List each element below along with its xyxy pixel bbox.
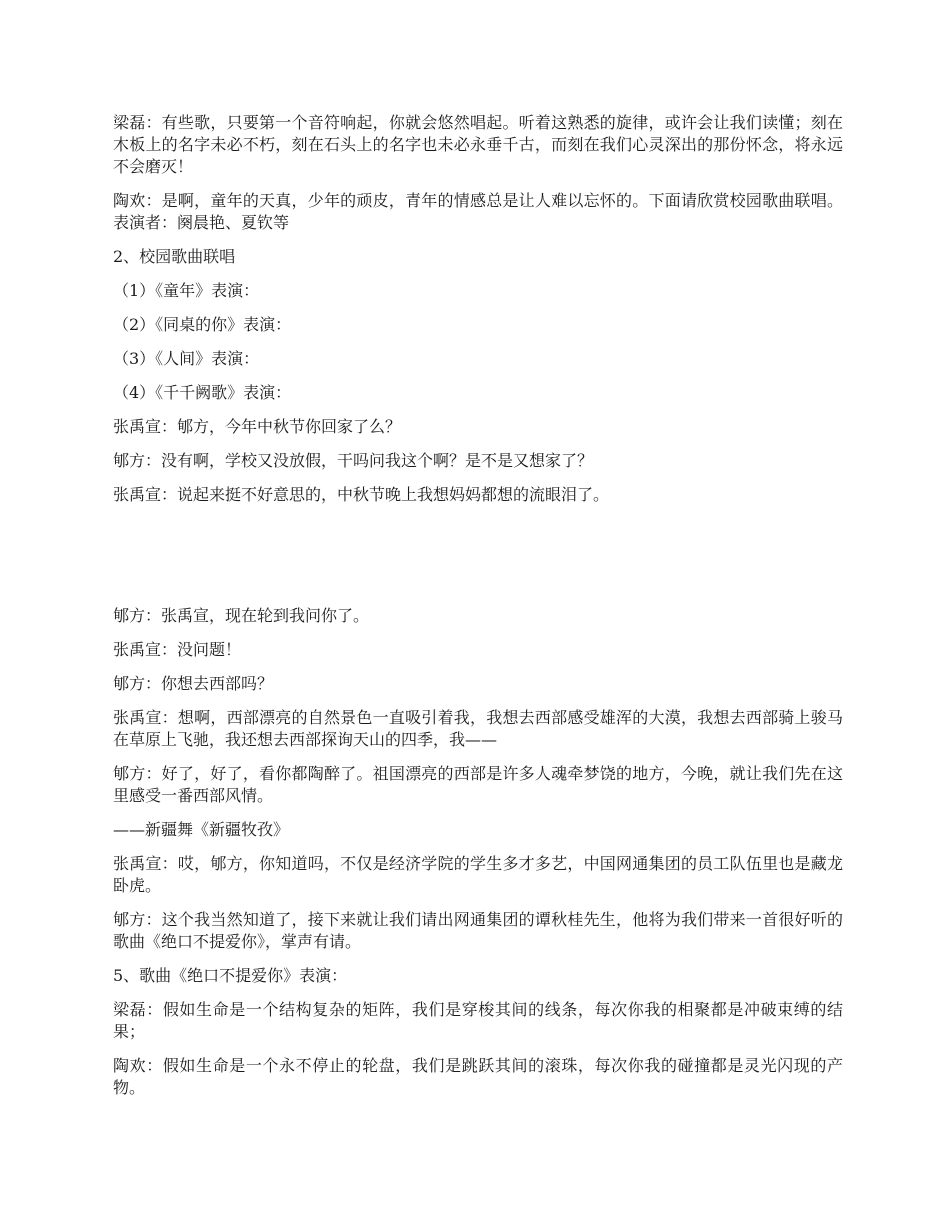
section-heading: 5、歌曲《绝口不提爱你》表演：: [113, 966, 348, 985]
paragraph: 张禹宣：没问题！: [113, 640, 242, 659]
paragraph: 张禹宣：哎，郇方，你知道吗，不仅是经济学院的学生多才多艺，中国网通集团的员工队伍里也是藏龙卧虎。: [113, 854, 843, 895]
text-block-top: [113, 112, 843, 518]
paragraph: 张禹宣：郇方，今年中秋节你回家了么？: [113, 417, 402, 436]
paragraph: 陶欢：假如生命是一个永不停止的轮盘，我们是跳跃其间的滚珠，每次你我的碰撞都是灵光闪现的产物。: [113, 1056, 843, 1097]
list-item: （4）《千千阙歌》表演：: [113, 383, 292, 402]
paragraph: 张禹宣：说起来挺不好意思的，中秋节晚上我想妈妈都想的流眼泪了。: [113, 485, 610, 504]
paragraph: 郇方：张禹宣，现在轮到我问你了。: [113, 606, 370, 625]
list-item: （1）《童年》表演：: [113, 281, 260, 300]
paragraph: 陶欢：是啊，童年的天真，少年的顽皮，青年的情感总是让人难以忘怀的。下面请欣赏校园歌曲联唱。表演者：阕晨艳、夏钦等: [113, 191, 843, 232]
paragraph: 郇方：你想去西部吗？: [113, 674, 274, 693]
paragraph: 郇方：这个我当然知道了，接下来就让我们请出网通集团的谭秋桂先生，他将为我们带来一首很好听的歌曲《绝口不提爱你》，掌声有请。: [113, 910, 843, 951]
paragraph: 张禹宣：想啊，西部漂亮的自然景色一直吸引着我，我想去西部感受雄浑的大漠，我想去西部骑上骏马在草原上飞驰，我还想去西部探询天山的四季，我——: [113, 708, 843, 749]
list-item: （3）《人间》表演：: [113, 349, 260, 368]
text-block-bottom: [113, 605, 843, 1111]
paragraph: 郇方：没有啊，学校又没放假，干吗问我这个啊？是不是又想家了？: [113, 451, 594, 470]
paragraph: 郇方：好了，好了，看你都陶醉了。祖国漂亮的西部是许多人魂牵梦饶的地方，今晚，就让我们先在这里感受一番西部风情。: [113, 764, 843, 805]
section-heading: 2、校园歌曲联唱: [113, 247, 236, 266]
list-item: （2）《同桌的你》表演：: [113, 315, 292, 334]
program-item: ——新疆舞《新疆牧孜》: [113, 820, 290, 839]
paragraph: 梁磊：假如生命是一个结构复杂的矩阵，我们是穿梭其间的线条，每次你我的相聚都是冲破束缚的结果；: [113, 1000, 843, 1041]
paragraph: 梁磊：有些歌，只要第一个音符响起，你就会悠然唱起。听着这熟悉的旋律，或许会让我们读懂；刻在木板上的名字未必不朽，刻在石头上的名字也未必永垂千古，而刻在我们心灵深出的那份怀念，将永远不会磨灭！: [113, 113, 843, 176]
